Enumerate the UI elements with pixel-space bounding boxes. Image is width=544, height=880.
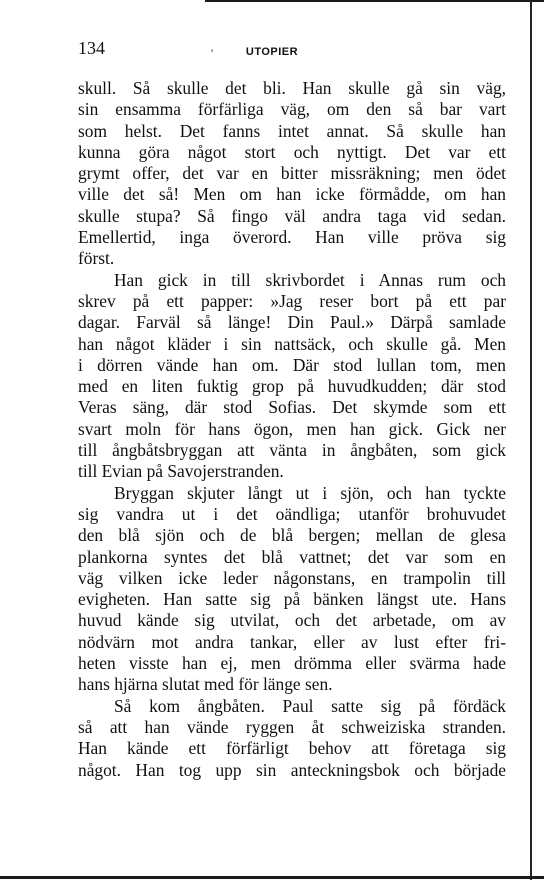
bottom-edge-rule — [0, 876, 544, 879]
text-line: kunna göra något stort och nyttigt. Det var ett — [78, 141, 506, 162]
text-line: huvud kände sig utvilat, och det arbetade, om av — [78, 610, 506, 631]
text-line: så att han vände ryggen åt schweiziska stranden. — [78, 716, 506, 737]
text-line: heten visste han ej, men drömma eller svärma hade — [78, 653, 506, 674]
text-line: ville det så! Men om han icke förmådde, om han — [78, 184, 506, 205]
text-line: svart moln för hans ögon, men han gick. Gick ner — [78, 418, 506, 439]
text-line: som helst. Det fanns intet annat. Så skulle han — [78, 120, 506, 141]
text-line: skull. Så skulle det bli. Han skulle gå sin väg, — [78, 78, 506, 98]
text-line: Så kom ångbåten. Paul satte sig på fördäck — [114, 695, 506, 716]
text-line: Bryggan skjuter långt ut i sjön, och han tyckte — [114, 482, 506, 503]
text-line: först. — [78, 248, 115, 269]
text-line: skulle stupa? Så fingo väl andra taga vid sedan. — [78, 205, 506, 226]
text-line: plankorna syntes det blå vattnet; det var som en — [78, 546, 506, 567]
text-line: sin ensamma förfärliga väg, om den så bar vart — [78, 99, 506, 120]
text-line: något. Han tog upp sin anteckningsbok och började — [78, 759, 506, 780]
text-line: skrev på ett papper: »Jag reser bort på ett par — [78, 290, 506, 311]
right-edge-rule — [530, 0, 532, 880]
text-line: Veras säng, där stod Sofias. Det skymde som ett — [78, 397, 506, 418]
text-line: Han kände ett förfärligt behov att företaga sig — [78, 738, 506, 759]
text-line: i dörren vände han om. Där stod lullan tom, men — [78, 354, 506, 375]
text-line: Emellertid, inga överord. Han ville pröva sig — [78, 227, 506, 248]
text-line: den blå sjön och de blå bergen; mellan de glesa — [78, 525, 506, 546]
paragraph — [78, 78, 506, 270]
text-line: till ångbåtsbryggan att vänta in ångbåten, som gick — [78, 440, 506, 461]
paragraph — [78, 483, 506, 696]
text-line: till Evian på Savojerstranden. — [78, 461, 284, 482]
top-edge-rule — [205, 0, 544, 2]
text-line: med en liten fuktig grop på huvudkudden; där stod — [78, 376, 506, 397]
text-line: han något kläder i sin nattsäck, och skulle gå. Men — [78, 333, 506, 354]
paragraph — [78, 270, 506, 483]
page-number: 134 — [78, 38, 105, 58]
text-line: dagar. Farväl så länge! Din Paul.» Därpå samlade — [78, 312, 506, 333]
text-line: sig vandra ut i det oändliga; utanför brohuvudet — [78, 503, 506, 524]
paragraph — [78, 696, 506, 781]
text-line: nödvärn mot andra tankar, eller av lust efter fri- — [78, 631, 506, 652]
text-line: Han gick in till skrivbordet i Annas rum och — [114, 269, 506, 290]
body-text — [78, 78, 506, 781]
text-line: väg vilken icke leder någonstans, en trampolin till — [78, 567, 506, 588]
header-mark: ' — [211, 46, 214, 60]
text-line: grymt offer, det var en bitter missräkning; men ödet — [78, 163, 506, 184]
text-line: evigheten. Han satte sig på bänken längst ute. Hans — [78, 589, 506, 610]
running-head: UTOPIER — [245, 46, 299, 58]
text-line: hans hjärna slutat med för länge sen. — [78, 674, 333, 695]
